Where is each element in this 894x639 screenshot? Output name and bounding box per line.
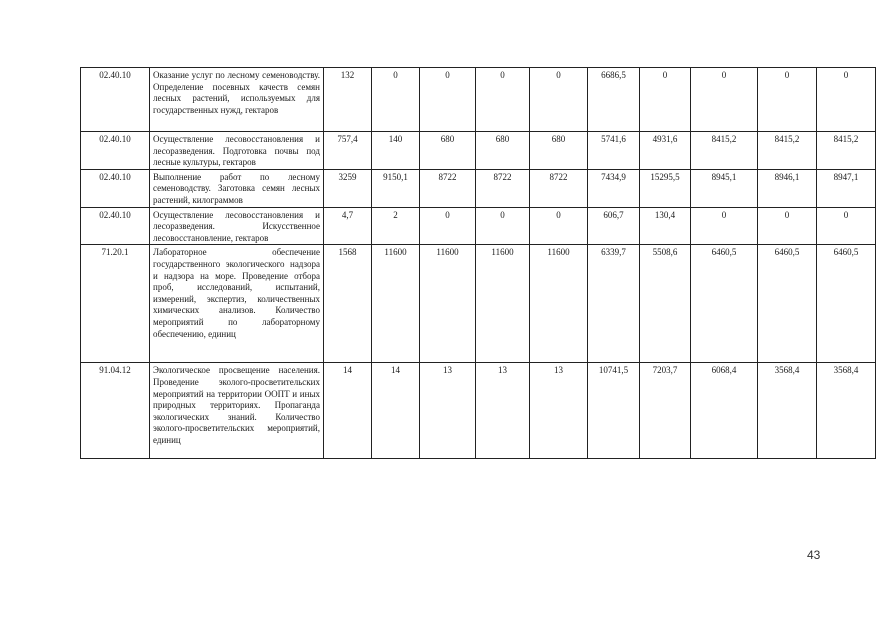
value-cell: 6686,5	[588, 68, 640, 132]
value-cell: 130,4	[640, 207, 691, 245]
service-description-cell: Осуществление лесовосстановления и лесоразведения. Искусственное лесовосстановление, гектаров	[150, 207, 324, 245]
value-cell: 8946,1	[758, 169, 817, 207]
value-cell: 6068,4	[691, 363, 758, 459]
value-cell: 3259	[324, 169, 372, 207]
okved-code-cell: 02.40.10	[81, 132, 150, 170]
value-cell: 680	[476, 132, 530, 170]
value-cell: 8415,2	[817, 132, 876, 170]
value-cell: 6460,5	[817, 245, 876, 363]
okved-code-cell: 02.40.10	[81, 169, 150, 207]
value-cell: 10741,5	[588, 363, 640, 459]
value-cell: 15295,5	[640, 169, 691, 207]
value-cell: 5508,6	[640, 245, 691, 363]
okved-code-cell: 02.40.10	[81, 207, 150, 245]
value-cell: 0	[476, 207, 530, 245]
service-description-cell: Оказание услуг по лесному семеноводству. Определение посевных качеств семян лесных растений, используемых для государственных нужд, гектаров	[150, 68, 324, 132]
service-description-cell: Лабораторное обеспечение государственного экологического надзора и надзора на море. Проведение отбора проб, исследований, испытаний, измерений, экспертиз, количественных химических анализов. Количество мероприятий по лабораторному обеспечению, единиц	[150, 245, 324, 363]
table-row	[81, 68, 876, 132]
value-cell: 1568	[324, 245, 372, 363]
value-cell: 8947,1	[817, 169, 876, 207]
value-cell: 7203,7	[640, 363, 691, 459]
value-cell: 13	[476, 363, 530, 459]
value-cell: 0	[691, 68, 758, 132]
value-cell: 6460,5	[758, 245, 817, 363]
value-cell: 0	[691, 207, 758, 245]
value-cell: 0	[420, 207, 476, 245]
value-cell: 0	[817, 68, 876, 132]
value-cell: 0	[640, 68, 691, 132]
value-cell: 680	[420, 132, 476, 170]
services-table	[80, 67, 876, 459]
value-cell: 8722	[530, 169, 588, 207]
value-cell: 0	[476, 68, 530, 132]
value-cell: 6460,5	[691, 245, 758, 363]
value-cell: 0	[420, 68, 476, 132]
value-cell: 5741,6	[588, 132, 640, 170]
value-cell: 6339,7	[588, 245, 640, 363]
okved-code-cell: 91.04.12	[81, 363, 150, 459]
value-cell: 0	[758, 68, 817, 132]
table-row	[81, 207, 876, 245]
value-cell: 14	[372, 363, 420, 459]
value-cell: 3568,4	[817, 363, 876, 459]
table-row	[81, 169, 876, 207]
value-cell: 4,7	[324, 207, 372, 245]
value-cell: 8415,2	[758, 132, 817, 170]
value-cell: 0	[817, 207, 876, 245]
service-description-cell: Осуществление лесовосстановления и лесоразведения. Подготовка почвы под лесные культуры, гектаров	[150, 132, 324, 170]
value-cell: 2	[372, 207, 420, 245]
table-row	[81, 363, 876, 459]
value-cell: 7434,9	[588, 169, 640, 207]
value-cell: 8945,1	[691, 169, 758, 207]
value-cell: 8722	[420, 169, 476, 207]
value-cell: 0	[758, 207, 817, 245]
value-cell: 11600	[530, 245, 588, 363]
okved-code-cell: 71.20.1	[81, 245, 150, 363]
value-cell: 140	[372, 132, 420, 170]
service-description-cell: Экологическое просвещение населения. Проведение эколого-просветительских мероприятий на территории ООПТ и иных природных территориях. Пропаганда экологических знаний. Количество эколого-просветительских мероприятий, единиц	[150, 363, 324, 459]
value-cell: 11600	[476, 245, 530, 363]
value-cell: 8722	[476, 169, 530, 207]
value-cell: 14	[324, 363, 372, 459]
value-cell: 0	[530, 207, 588, 245]
value-cell: 3568,4	[758, 363, 817, 459]
value-cell: 13	[530, 363, 588, 459]
value-cell: 11600	[372, 245, 420, 363]
value-cell: 0	[530, 68, 588, 132]
value-cell: 606,7	[588, 207, 640, 245]
table-body	[81, 68, 876, 459]
value-cell: 0	[372, 68, 420, 132]
value-cell: 680	[530, 132, 588, 170]
value-cell: 757,4	[324, 132, 372, 170]
value-cell: 132	[324, 68, 372, 132]
page-number: 43	[807, 548, 821, 562]
okved-code-cell: 02.40.10	[81, 68, 150, 132]
value-cell: 4931,6	[640, 132, 691, 170]
value-cell: 9150,1	[372, 169, 420, 207]
value-cell: 13	[420, 363, 476, 459]
value-cell: 8415,2	[691, 132, 758, 170]
table-row	[81, 132, 876, 170]
service-description-cell: Выполнение работ по лесному семеноводству. Заготовка семян лесных растений, килограммов	[150, 169, 324, 207]
value-cell: 11600	[420, 245, 476, 363]
table-row	[81, 245, 876, 363]
